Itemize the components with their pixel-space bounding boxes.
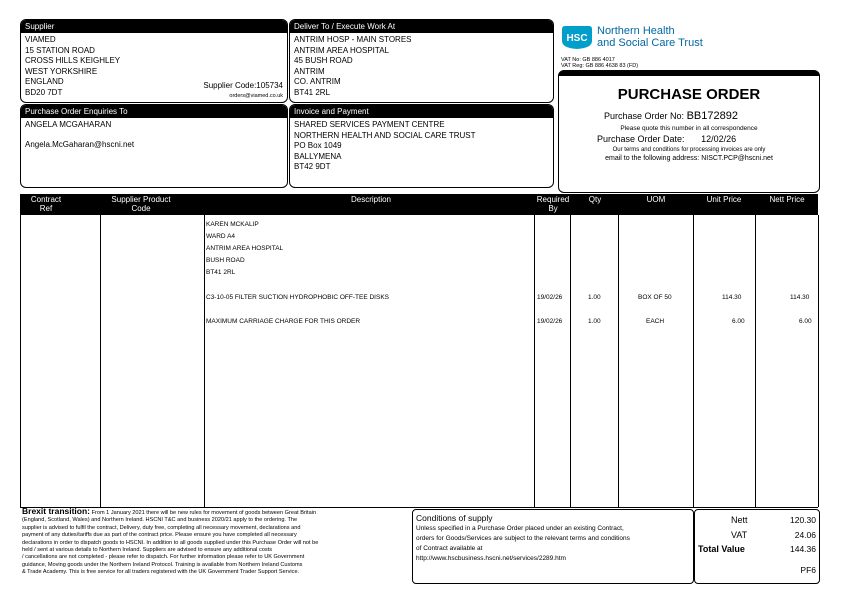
item-description: MAXIMUM CARRIAGE CHARGE FOR THIS ORDER	[206, 318, 361, 325]
supplier-line: VIAMED	[25, 35, 56, 44]
item-uom: EACH	[646, 318, 665, 325]
vat-label: VAT	[731, 530, 748, 540]
deliver-line: CO. ANTRIM	[294, 77, 341, 86]
deliver-line: ANTRIM	[294, 66, 325, 76]
col-nett-price: Nett Price	[769, 195, 805, 204]
supplier-line: CROSS HILLS KEIGHLEY	[25, 56, 121, 65]
spacer	[25, 131, 283, 140]
col-divider	[693, 215, 694, 507]
ward-address-line: KAREN MCKALIP	[206, 221, 259, 228]
po-number: BB172892	[686, 110, 738, 122]
supplier-box	[20, 19, 288, 103]
invoice-line: BALLYMENA	[294, 151, 342, 161]
po-title: PURCHASE ORDER	[617, 86, 761, 103]
col-unit-price: Unit Price	[706, 195, 742, 204]
brexit-line	[22, 508, 410, 517]
vat-number: VAT No: GB 886 4017	[561, 57, 615, 63]
conditions-box	[412, 509, 694, 584]
col-divider	[570, 215, 571, 507]
item-nett-price: 114.30	[790, 294, 810, 301]
po-number-row	[604, 110, 738, 122]
invoice-line: BT42 9DT	[294, 162, 331, 171]
items-table-header	[20, 194, 818, 215]
totals-box	[694, 509, 820, 584]
col-supplier-code: Supplier Product Code	[111, 195, 171, 213]
supplier-email: orders@viamed.co.uk	[229, 93, 283, 99]
trust-name-line1: Northern Health	[597, 25, 675, 37]
svg-text:HSC: HSC	[566, 33, 588, 44]
supplier-heading: Supplier	[21, 20, 287, 33]
deliver-line: BT41 2RL	[294, 87, 331, 97]
form-code: PF6	[800, 565, 816, 575]
brexit-heading: Brexit transition:	[22, 508, 91, 516]
brexit-line: guidance, Moving goods under the Northern Ireland Protocol. Training is available from Northern Ireland Customs	[22, 561, 303, 568]
total-label: Total Value	[698, 544, 745, 554]
brexit-notice	[22, 508, 410, 584]
ward-address-line: BUSH ROAD	[206, 257, 245, 264]
po-notice-1: Our terms and conditions for processing invoices are only	[612, 147, 766, 153]
nett-value: 120.30	[790, 515, 816, 525]
item-qty: 1.00	[588, 318, 601, 325]
conditions-line: Unless specified in a Purchase Order placed under an existing Contract,	[416, 525, 624, 532]
invoice-line: PO Box 1049	[294, 141, 342, 150]
invoice-line: SHARED SERVICES PAYMENT CENTRE	[294, 120, 445, 129]
conditions-line: of Contract available at	[416, 545, 483, 552]
brexit-line: declarations in order to dispatch goods to HSCNI. In addition to all goods supplied under this Purchase Order will not be	[22, 539, 319, 546]
deliver-line: ANTRIM HOSP - MAIN STORES	[294, 35, 412, 44]
conditions-line: orders for Goods/Services are subject to the relevant terms and conditions	[416, 535, 630, 542]
item-description: C3-10-05 FILTER SUCTION HYDROPHOBIC OFF-TEE DISKS	[206, 294, 389, 301]
item-uom: BOX OF 50	[638, 294, 672, 301]
deliver-box	[289, 19, 554, 103]
item-nett-price: 6.00	[799, 318, 812, 325]
ward-address-line: BT41 2RL	[206, 269, 236, 276]
conditions-heading: Conditions of supply	[416, 513, 493, 523]
brexit-line-text: From 1 January 2021 there will be new rules for movement of goods between Great Britain	[91, 510, 317, 516]
invoice-heading: Invoice and Payment	[290, 105, 553, 118]
trust-name-line2: and Social Care Trust	[597, 37, 703, 49]
vat-reg: VAT Reg: GB 886 4638 83 (FD)	[561, 63, 639, 69]
po-number-label: Purchase Order No:	[604, 111, 685, 121]
brexit-line: payment of any duties/tariffs due as part of the contract price. Please ensure you have completed all necessary	[22, 532, 297, 539]
brexit-line: & Trade Academy. This is free service for all traders registered with the UK Government Trader Support Service.	[22, 569, 300, 576]
purchase-order-box	[558, 70, 820, 193]
enquiries-box	[20, 104, 288, 188]
brexit-line: (England, Scotland, Wales) and Northern Ireland. HSCNI T&C and business 2020/21 apply to the ordering. The	[22, 517, 298, 524]
brexit-line: held / sent at various details to Northern Ireland. Suppliers are advised to ensure any additional costs	[22, 547, 272, 554]
conditions-link[interactable]: http://www.hscbusiness.hscni.net/services/2289.htm	[416, 555, 566, 562]
col-divider	[534, 215, 535, 507]
item-qty: 1.00	[588, 294, 601, 301]
po-notice-2: email to the following address: NISCT.PCP@hscni.net	[605, 155, 773, 162]
enquiries-email: Angela.McGaharan@hscni.net	[25, 139, 135, 149]
deliver-heading: Deliver To / Execute Work At	[290, 20, 553, 33]
po-date-row	[597, 134, 736, 144]
supplier-line: ENGLAND	[25, 77, 64, 86]
deliver-line: ANTRIM AREA HOSPITAL	[294, 45, 389, 55]
hsc-logo-icon	[561, 24, 593, 50]
enquiries-name: ANGELA MCGAHARAN	[25, 120, 112, 129]
enquiries-body	[21, 118, 287, 152]
po-quote-note: Please quote this number in all correspondence	[620, 125, 758, 132]
supplier-line: 15 STATION ROAD	[25, 45, 95, 55]
invoice-box	[289, 104, 554, 188]
vat-value: 24.06	[794, 530, 816, 540]
col-divider	[755, 215, 756, 507]
invoice-line: NORTHERN HEALTH AND SOCIAL CARE TRUST	[294, 130, 476, 140]
enquiries-heading: Purchase Order Enquiries To	[21, 105, 287, 118]
col-divider	[618, 215, 619, 507]
ward-address-line: WARD A4	[206, 233, 236, 240]
item-required-by: 19/02/26	[537, 318, 563, 325]
brexit-line: / cancellations are not completed - please refer to dispatch. For further information please refer to UK Government	[22, 554, 305, 561]
po-date-label: Purchase Order Date:	[597, 134, 685, 144]
brexit-line: supplier is advised to fulfil the contract, Delivery, duty free, completing all necessary movement, declarations and	[22, 524, 301, 531]
col-description: Description	[350, 195, 391, 204]
col-contract-ref: Contract Ref	[30, 195, 62, 213]
invoice-address	[290, 118, 553, 175]
items-table-body	[20, 215, 819, 507]
deliver-address	[290, 33, 553, 100]
ward-address-line: ANTRIM AREA HOSPITAL	[206, 245, 284, 252]
nett-label: Nett	[731, 515, 748, 525]
col-uom: UOM	[646, 195, 666, 204]
supplier-line: BD20 7DT	[25, 87, 63, 97]
col-qty: Qty	[588, 195, 602, 204]
supplier-code: Supplier Code:105734	[203, 81, 283, 90]
col-divider	[100, 215, 101, 507]
supplier-line: WEST YORKSHIRE	[25, 66, 98, 76]
item-required-by: 19/02/26	[537, 294, 563, 301]
deliver-line: 45 BUSH ROAD	[294, 56, 353, 65]
col-required-by: Required By	[536, 195, 570, 213]
po-date: 12/02/26	[701, 134, 737, 144]
col-divider	[204, 215, 205, 507]
item-unit-price: 6.00	[732, 318, 745, 325]
total-value: 144.36	[790, 544, 816, 554]
item-unit-price: 114.30	[722, 294, 742, 301]
brexit-text	[22, 508, 410, 577]
